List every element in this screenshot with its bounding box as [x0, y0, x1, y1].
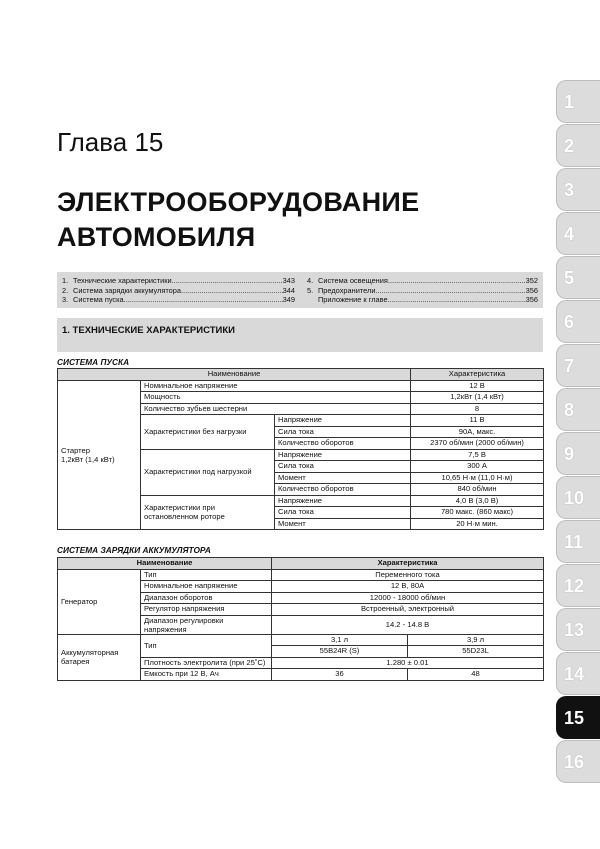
component-cell: Генератор	[58, 569, 141, 634]
column-header: Характеристика	[411, 369, 544, 381]
param-value: 12000 - 18000 об/мин	[272, 592, 544, 604]
contents-entry[interactable]	[62, 295, 295, 305]
contents-page: 352	[525, 276, 538, 285]
param-name: Регулятор напряжения	[141, 604, 272, 616]
contents-page: 349	[282, 295, 295, 304]
contents-text: Система освещения	[318, 276, 388, 285]
param-value: 2370 об/мин (2000 об/мин)	[411, 438, 544, 450]
contents-entry[interactable]	[307, 276, 538, 286]
table-row	[58, 380, 544, 392]
param-name: Момент	[275, 472, 411, 484]
contents-right-column	[307, 276, 538, 305]
contents-number: 4.	[307, 276, 314, 285]
param-name: Тип	[141, 569, 272, 581]
group-cell: Характеристики при остановленном роторе	[141, 495, 275, 530]
param-value: 7,5 В	[411, 449, 544, 461]
contents-number: 2.	[62, 285, 69, 295]
param-value: 840 об/мин	[411, 484, 544, 496]
param-value: 10,65 Н·м (11,0 Н·м)	[411, 472, 544, 484]
param-name: Момент	[275, 518, 411, 530]
chapter-tab-13[interactable]: 13	[556, 608, 600, 651]
contents-number: 5.	[307, 285, 314, 295]
chapter-tab-3[interactable]: 3	[556, 168, 600, 211]
component-cell: Стартер 1,2кВт (1,4 кВт)	[58, 380, 141, 530]
charging-system-table	[57, 557, 544, 681]
param-value: 1,2кВт (1,4 кВт)	[411, 392, 544, 404]
column-header: Характеристика	[272, 558, 544, 570]
component-cell: Аккумуляторная батарея	[58, 634, 141, 680]
param-value: 8	[411, 403, 544, 415]
chapter-title	[57, 185, 419, 255]
param-value: 11 В	[411, 415, 544, 427]
param-name: Диапазон оборотов	[141, 592, 272, 604]
chapter-tab-1[interactable]: 1	[556, 80, 600, 123]
group-cell: Характеристики под нагрузкой	[141, 449, 275, 495]
contents-number: 1.	[62, 276, 69, 285]
param-value: 55D23L	[408, 646, 544, 658]
contents-text: Предохранители	[318, 285, 376, 295]
chapter-tab-8[interactable]: 8	[556, 388, 600, 431]
param-name: Номинальное напряжение	[141, 581, 272, 593]
param-value: Переменного тока	[272, 569, 544, 581]
param-name: Напряжение	[275, 449, 411, 461]
chapter-tab-12[interactable]: 12	[556, 564, 600, 607]
param-name: Напряжение	[275, 495, 411, 507]
contents-page: 356	[525, 295, 538, 304]
param-name: Номинальное напряжение	[141, 380, 411, 392]
param-value: Встроенный, электронный	[272, 604, 544, 616]
param-name: Диапазон регулировки напряжения	[141, 615, 272, 634]
contents-leader	[388, 276, 526, 286]
chapter-title-line2: АВТОМОБИЛЯ	[57, 222, 256, 252]
contents-number	[307, 295, 318, 305]
contents-page: 356	[525, 285, 538, 295]
param-name: Напряжение	[275, 415, 411, 427]
column-header: Наименование	[58, 369, 411, 381]
contents-entry[interactable]	[307, 286, 538, 296]
contents-leader	[124, 295, 283, 305]
param-name: Сила тока	[275, 426, 411, 438]
param-value: 300 А	[411, 461, 544, 473]
column-header: Наименование	[58, 558, 272, 570]
param-name: Количество оборотов	[275, 484, 411, 496]
param-value: 36	[272, 669, 408, 681]
contents-leader	[375, 286, 525, 296]
chapter-label: Глава 15	[57, 127, 164, 157]
chapter-tab-2[interactable]: 2	[556, 124, 600, 167]
table-header-row	[58, 369, 544, 381]
param-value: 48	[408, 669, 544, 681]
chapter-title-line1: ЭЛЕКТРООБОРУДОВАНИЕ	[57, 187, 420, 217]
contents-page: 343	[282, 276, 295, 285]
param-value: 55B24R (S)	[272, 646, 408, 658]
param-value: 1.280 ± 0.01	[272, 657, 544, 669]
start-system-heading: СИСТЕМА ПУСКА	[57, 357, 130, 367]
section-header	[57, 318, 543, 352]
param-value: 12 В, 80А	[272, 581, 544, 593]
param-value: 12 В	[411, 380, 544, 392]
chapter-tab-7[interactable]: 7	[556, 344, 600, 387]
contents-text: Технические характеристики	[73, 276, 172, 285]
chapter-tab-10[interactable]: 10	[556, 476, 600, 519]
param-value: 20 Н·м мин.	[411, 518, 544, 530]
table-row	[58, 569, 544, 581]
contents-leader	[388, 295, 526, 305]
start-system-table	[57, 368, 544, 530]
chapter-tab-5[interactable]: 5	[556, 256, 600, 299]
param-name: Мощность	[141, 392, 411, 404]
contents-text: Приложение к главе	[318, 295, 388, 304]
chapter-tab-6[interactable]: 6	[556, 300, 600, 343]
param-value: 3,9 л	[408, 634, 544, 646]
charging-system-heading: СИСТЕМА ЗАРЯДКИ АККУМУЛЯТОРА	[57, 545, 211, 555]
contents-entry[interactable]	[307, 295, 538, 305]
table-row	[58, 634, 544, 646]
contents-entry[interactable]	[62, 286, 295, 296]
param-value: 90А, макс.	[411, 426, 544, 438]
chapter-tab-9[interactable]: 9	[556, 432, 600, 475]
param-value: 4,0 В (3,0 В)	[411, 495, 544, 507]
section-title: 1. ТЕХНИЧЕСКИЕ ХАРАКТЕРИСТИКИ	[62, 325, 235, 336]
chapter-tab-11[interactable]: 11	[556, 520, 600, 563]
contents-left-column	[62, 276, 295, 305]
param-name: Сила тока	[275, 461, 411, 473]
contents-number: 3.	[62, 295, 69, 304]
chapter-tab-4[interactable]: 4	[556, 212, 600, 255]
param-name: Количество зубьев шестерни	[141, 403, 411, 415]
contents-entry[interactable]	[62, 276, 295, 286]
contents-text: Система зарядки аккумулятора	[73, 285, 181, 295]
chapter-tab-16[interactable]: 16	[556, 740, 600, 783]
param-name: Количество оборотов	[275, 438, 411, 450]
contents-page: 344	[282, 285, 295, 295]
chapter-tab-15[interactable]: 15	[556, 696, 600, 739]
param-name: Емкость при 12 В, Ач	[141, 669, 272, 681]
param-name: Сила тока	[275, 507, 411, 519]
contents-leader	[181, 286, 283, 296]
contents-text: Система пуска	[73, 295, 124, 304]
chapter-tab-14[interactable]: 14	[556, 652, 600, 695]
param-name: Тип	[141, 634, 272, 657]
table-header-row	[58, 558, 544, 570]
param-name: Плотность электролита (при 25˚С)	[141, 657, 272, 669]
group-cell: Характеристики без нагрузки	[141, 415, 275, 450]
param-value: 14.2 - 14.8 В	[272, 615, 544, 634]
param-value: 780 макс. (860 макс)	[411, 507, 544, 519]
param-value: 3,1 л	[272, 634, 408, 646]
chapter-contents	[57, 272, 543, 308]
contents-leader	[172, 276, 283, 286]
